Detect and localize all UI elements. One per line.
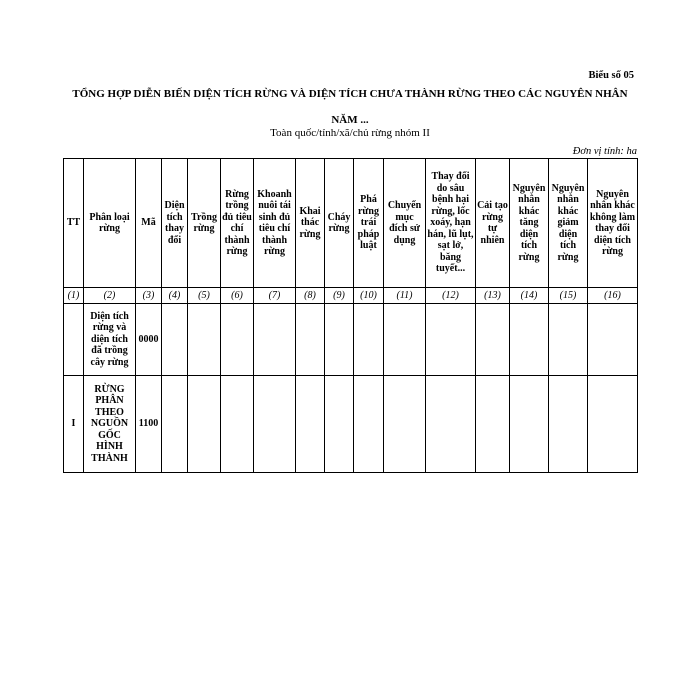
- data-cell[interactable]: [384, 304, 426, 376]
- data-cell[interactable]: [296, 376, 325, 473]
- data-cell[interactable]: [325, 376, 354, 473]
- col-header-land-use-change: Chuyển mục đích sử dụng: [384, 159, 426, 288]
- column-number: (16): [588, 288, 638, 304]
- column-number: (3): [136, 288, 162, 304]
- row-tt: [64, 304, 84, 376]
- data-cell[interactable]: [325, 304, 354, 376]
- data-cell[interactable]: [510, 304, 549, 376]
- column-number: (1): [64, 288, 84, 304]
- column-number-row: [64, 288, 638, 304]
- row-code: 1100: [136, 376, 162, 473]
- col-header-planting: Trồng rừng: [188, 159, 221, 288]
- data-cell[interactable]: [254, 376, 296, 473]
- form-number: Biểu số 05: [588, 70, 634, 81]
- data-cell[interactable]: [221, 304, 254, 376]
- col-header-code: Mã: [136, 159, 162, 288]
- forest-change-table: [63, 158, 638, 473]
- col-header-other-increase: Nguyên nhân khác tăng diện tích rừng: [510, 159, 549, 288]
- data-cell[interactable]: [254, 304, 296, 376]
- row-category: RỪNG PHÂN THEO NGUỒN GỐC HÌNH THÀNH: [84, 376, 136, 473]
- col-header-planted-qualified: Rừng trồng đủ tiêu chí thành rừng: [221, 159, 254, 288]
- data-cell[interactable]: [588, 304, 638, 376]
- data-cell[interactable]: [476, 376, 510, 473]
- column-number: (12): [426, 288, 476, 304]
- column-number: (9): [325, 288, 354, 304]
- data-cell[interactable]: [162, 304, 188, 376]
- data-cell[interactable]: [296, 304, 325, 376]
- data-cell[interactable]: [188, 376, 221, 473]
- unit-label: Đơn vị tính: ha: [572, 146, 637, 157]
- data-cell[interactable]: [426, 304, 476, 376]
- data-cell[interactable]: [426, 376, 476, 473]
- column-number: (8): [296, 288, 325, 304]
- column-number: (13): [476, 288, 510, 304]
- header-row: [64, 159, 638, 288]
- col-header-tt: TT: [64, 159, 84, 288]
- column-number: (11): [384, 288, 426, 304]
- col-header-illegal-clearing: Phá rừng trái pháp luật: [354, 159, 384, 288]
- col-header-fire: Cháy rừng: [325, 159, 354, 288]
- col-header-logging: Khai thác rừng: [296, 159, 325, 288]
- column-number: (15): [549, 288, 588, 304]
- col-header-natural-disasters: Thay đổi do sâu bệnh hại rừng, lốc xoáy, hạn hán, lũ lụt, sạt lở, băng tuyết...: [426, 159, 476, 288]
- col-header-regeneration-qualified: Khoanh nuôi tái sinh đủ tiêu chí thành rừng: [254, 159, 296, 288]
- data-cell[interactable]: [549, 304, 588, 376]
- column-number: (10): [354, 288, 384, 304]
- col-header-other-no-change: Nguyên nhân khác không làm thay đổi diện tích rừng: [588, 159, 638, 288]
- report-title: TỔNG HỢP DIỄN BIẾN DIỆN TÍCH RỪNG VÀ DIỆN TÍCH CHƯA THÀNH RỪNG THEO CÁC NGUYÊN NHÂN: [72, 88, 628, 100]
- column-number: (2): [84, 288, 136, 304]
- column-number: (7): [254, 288, 296, 304]
- data-cell[interactable]: [476, 304, 510, 376]
- data-cell[interactable]: [384, 376, 426, 473]
- col-header-area-change: Diện tích thay đổi: [162, 159, 188, 288]
- data-cell[interactable]: [354, 376, 384, 473]
- col-header-other-decrease: Nguyên nhân khác giảm diện tích rừng: [549, 159, 588, 288]
- row-tt: I: [64, 376, 84, 473]
- row-code: 0000: [136, 304, 162, 376]
- data-cell[interactable]: [221, 376, 254, 473]
- data-cell[interactable]: [510, 376, 549, 473]
- col-header-category: Phân loại rừng: [84, 159, 136, 288]
- column-number: (5): [188, 288, 221, 304]
- data-cell[interactable]: [162, 376, 188, 473]
- table-row: [64, 376, 638, 473]
- row-category: Diện tích rừng và diện tích đã trồng cây rừng: [84, 304, 136, 376]
- column-number: (14): [510, 288, 549, 304]
- data-cell[interactable]: [354, 304, 384, 376]
- report-year: NĂM ...: [331, 114, 369, 126]
- column-number: (6): [221, 288, 254, 304]
- data-cell[interactable]: [188, 304, 221, 376]
- data-cell[interactable]: [549, 376, 588, 473]
- report-scope: Toàn quốc/tỉnh/xã/chủ rừng nhóm II: [270, 127, 430, 139]
- column-number: (4): [162, 288, 188, 304]
- col-header-natural-forest-improvement: Cải tạo rừng tự nhiên: [476, 159, 510, 288]
- data-cell[interactable]: [588, 376, 638, 473]
- table-row: [64, 304, 638, 376]
